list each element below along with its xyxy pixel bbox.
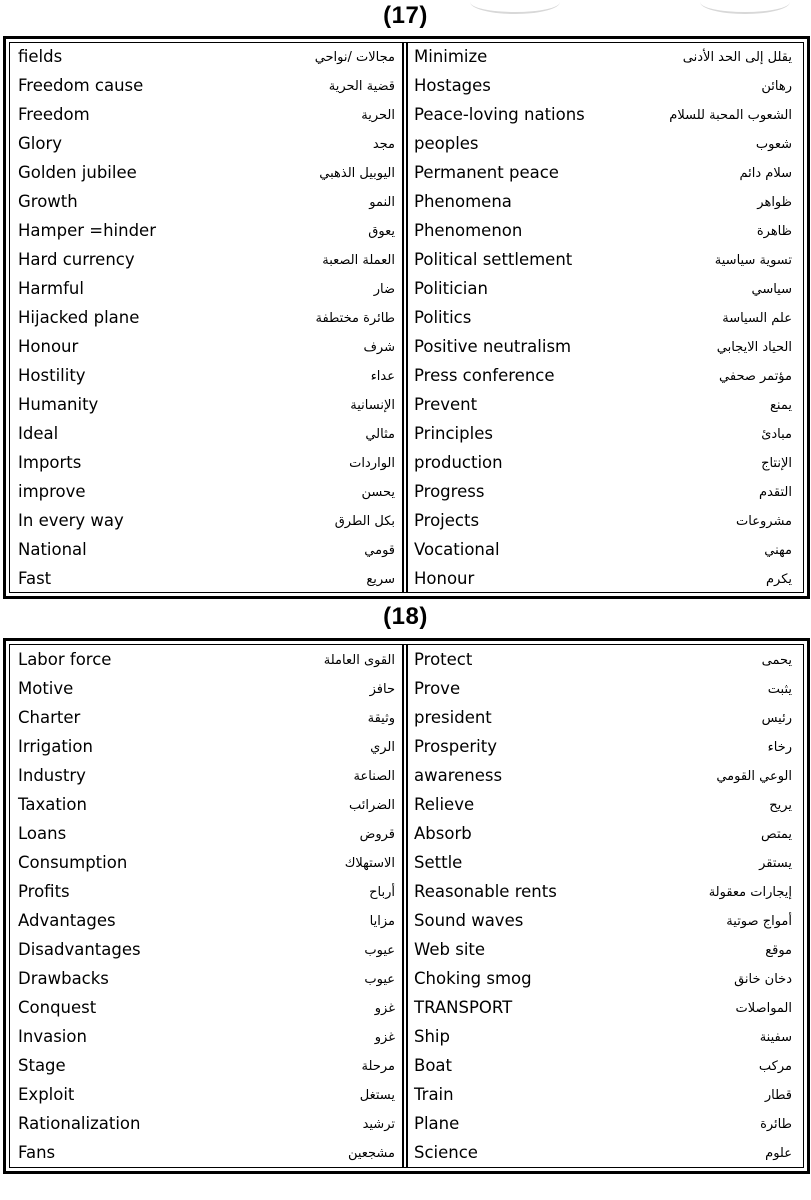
english-term: awareness — [414, 766, 503, 785]
vocab-row — [14, 705, 399, 734]
arabic-translation: اليوبيل الذهبي — [319, 166, 395, 181]
vocab-row — [14, 1053, 399, 1082]
english-term: Prove — [414, 679, 461, 698]
english-term: Permanent peace — [414, 163, 559, 182]
vocab-row — [410, 908, 796, 937]
arabic-translation: قضية الحرية — [328, 79, 395, 94]
english-term: In every way — [18, 511, 124, 530]
english-term: Honour — [414, 569, 475, 588]
column-divider — [402, 42, 408, 593]
english-term: Plane — [414, 1114, 460, 1133]
english-term: Press conference — [414, 366, 555, 385]
vocab-row — [14, 218, 399, 247]
arabic-translation: طائرة مختطفة — [315, 311, 395, 326]
english-term: Peace-loving nations — [414, 105, 585, 124]
section-17-right-column — [410, 44, 796, 595]
section-18-table — [3, 638, 810, 1174]
arabic-translation: وثيقة — [367, 711, 395, 726]
english-term: president — [414, 708, 492, 727]
vocab-row — [410, 937, 796, 966]
english-term: Industry — [18, 766, 86, 785]
column-divider — [402, 644, 408, 1168]
vocab-row — [14, 937, 399, 966]
arabic-translation: عيوب — [364, 972, 395, 987]
english-term: Hostility — [18, 366, 86, 385]
english-term: Motive — [18, 679, 74, 698]
vocab-row — [14, 792, 399, 821]
english-term: Relieve — [414, 795, 475, 814]
vocab-row — [14, 102, 399, 131]
vocab-row — [410, 479, 796, 508]
vocab-row — [14, 966, 399, 995]
vocab-row — [14, 1111, 399, 1140]
arabic-translation: النمو — [369, 195, 395, 210]
english-term: Minimize — [414, 47, 488, 66]
arabic-translation: موقع — [765, 943, 792, 958]
english-term: Sound waves — [414, 911, 524, 930]
english-term: Settle — [414, 853, 463, 872]
english-term: Honour — [18, 337, 79, 356]
english-term: Progress — [414, 482, 485, 501]
vocab-row — [410, 763, 796, 792]
english-term: fields — [18, 47, 63, 66]
arabic-translation: مشروعات — [736, 514, 792, 529]
english-term: Politician — [414, 279, 488, 298]
arabic-translation: حافز — [369, 682, 395, 697]
english-term: Drawbacks — [18, 969, 109, 988]
english-term: Phenomenon — [414, 221, 523, 240]
english-term: Prosperity — [414, 737, 497, 756]
arabic-translation: مجالات /نواحي — [314, 50, 395, 65]
vocab-row — [14, 131, 399, 160]
english-term: Hamper =hinder — [18, 221, 156, 240]
arabic-translation: علم السياسة — [722, 311, 792, 326]
arabic-translation: ضار — [373, 282, 395, 297]
vocab-row — [410, 421, 796, 450]
english-term: Hostages — [414, 76, 491, 95]
vocab-row — [14, 1082, 399, 1111]
vocab-row — [14, 247, 399, 276]
english-term: Ideal — [18, 424, 59, 443]
arabic-translation: علوم — [765, 1146, 792, 1161]
vocab-row — [14, 392, 399, 421]
vocab-row — [410, 1053, 796, 1082]
vocab-row — [14, 763, 399, 792]
section-18-heading: (18) — [383, 603, 428, 630]
english-term: Advantages — [18, 911, 116, 930]
english-term: Politics — [414, 308, 472, 327]
section-17-left-column — [14, 44, 399, 595]
english-term: Growth — [18, 192, 78, 211]
section-17-heading: (17) — [383, 2, 428, 29]
vocab-row — [14, 821, 399, 850]
english-term: Boat — [414, 1056, 452, 1075]
arabic-translation: يعوق — [368, 224, 395, 239]
arabic-translation: رئيس — [761, 711, 792, 726]
english-term: Political settlement — [414, 250, 573, 269]
vocab-row — [14, 421, 399, 450]
arabic-translation: العملة الصعبة — [322, 253, 395, 268]
vocab-row — [14, 734, 399, 763]
vocab-row — [14, 676, 399, 705]
english-term: Fast — [18, 569, 52, 588]
arabic-translation: أمواج صوتية — [726, 914, 792, 929]
vocab-row — [410, 508, 796, 537]
vocab-row — [410, 305, 796, 334]
arabic-translation: دخان خانق — [734, 972, 792, 987]
english-term: Invasion — [18, 1027, 87, 1046]
arabic-translation: الإنتاج — [761, 456, 792, 471]
vocab-row — [410, 44, 796, 73]
arabic-translation: الواردات — [349, 456, 395, 471]
arabic-translation: سلام دائم — [739, 166, 792, 181]
arabic-translation: يمنع — [770, 398, 792, 413]
arabic-translation: الإنسانية — [350, 398, 395, 413]
vocab-row — [410, 218, 796, 247]
english-term: Charter — [18, 708, 81, 727]
vocab-row — [14, 850, 399, 879]
english-term: Projects — [414, 511, 480, 530]
arabic-translation: الشعوب المحبة للسلام — [669, 108, 792, 123]
vocab-row — [14, 189, 399, 218]
vocab-row — [410, 734, 796, 763]
vocab-row — [14, 479, 399, 508]
arabic-translation: يحمى — [761, 653, 792, 668]
arabic-translation: غزو — [374, 1001, 395, 1016]
arabic-translation: إيجارات معقولة — [708, 885, 792, 900]
english-term: National — [18, 540, 87, 559]
arabic-translation: يمتص — [761, 827, 792, 842]
vocab-row — [14, 537, 399, 566]
arabic-translation: تسوية سياسية — [714, 253, 792, 268]
vocab-row — [410, 131, 796, 160]
vocab-row — [410, 705, 796, 734]
arabic-translation: التقدم — [759, 485, 792, 500]
vocab-row — [14, 995, 399, 1024]
arabic-translation: شعوب — [755, 137, 792, 152]
english-term: Prevent — [414, 395, 478, 414]
arabic-translation: مبادئ — [761, 427, 792, 442]
arabic-translation: مزايا — [369, 914, 395, 929]
english-term: improve — [18, 482, 86, 501]
english-term: Web site — [414, 940, 486, 959]
arabic-translation: شرف — [363, 340, 395, 355]
vocab-row — [410, 189, 796, 218]
arabic-translation: مجد — [372, 137, 395, 152]
arabic-translation: بكل الطرق — [334, 514, 395, 529]
english-term: Fans — [18, 1143, 56, 1162]
arabic-translation: الحرية — [361, 108, 395, 123]
arabic-translation: يقلل إلى الحد الأدنى — [682, 50, 792, 65]
arabic-translation: الضرائب — [348, 798, 395, 813]
english-term: Train — [414, 1085, 454, 1104]
vocab-row — [14, 44, 399, 73]
vocab-row — [410, 160, 796, 189]
arabic-translation: سريع — [366, 572, 395, 587]
vocab-row — [410, 966, 796, 995]
vocab-row — [14, 908, 399, 937]
english-term: Loans — [18, 824, 67, 843]
arabic-translation: رهائن — [761, 79, 792, 94]
vocab-row — [14, 566, 399, 595]
english-term: Rationalization — [18, 1114, 141, 1133]
vocab-row — [14, 334, 399, 363]
vocab-row — [410, 363, 796, 392]
arabic-translation: عيوب — [364, 943, 395, 958]
english-term: Golden jubilee — [18, 163, 137, 182]
arabic-translation: القوى العاملة — [323, 653, 395, 668]
english-term: Disadvantages — [18, 940, 141, 959]
english-term: Imports — [18, 453, 82, 472]
vocab-row — [14, 879, 399, 908]
vocab-row — [14, 305, 399, 334]
vocab-row — [410, 73, 796, 102]
english-term: Freedom cause — [18, 76, 144, 95]
arabic-translation: قروض — [359, 827, 395, 842]
arabic-translation: الري — [370, 740, 395, 755]
english-term: Glory — [18, 134, 63, 153]
vocab-row — [410, 276, 796, 305]
section-18-left-column — [14, 647, 399, 1169]
arabic-translation: يكرم — [765, 572, 792, 587]
arabic-translation: مشجعين — [347, 1146, 395, 1161]
english-term: peoples — [414, 134, 479, 153]
english-term: Harmful — [18, 279, 84, 298]
english-term: Conquest — [18, 998, 97, 1017]
english-term: Hijacked plane — [18, 308, 140, 327]
arabic-translation: طائرة — [760, 1117, 792, 1132]
arabic-translation: سياسي — [751, 282, 792, 297]
vocab-row — [14, 508, 399, 537]
arabic-translation: مؤتمر صحفي — [719, 369, 792, 384]
vocab-row — [410, 1140, 796, 1169]
arabic-translation: الحياد الايجابي — [716, 340, 792, 355]
arabic-translation: الوعي القومي — [716, 769, 792, 784]
vocab-row — [14, 1140, 399, 1169]
english-term: Consumption — [18, 853, 128, 872]
arabic-translation: أرباح — [369, 885, 395, 900]
english-term: Science — [414, 1143, 478, 1162]
english-term: Irrigation — [18, 737, 93, 756]
english-term: Vocational — [414, 540, 500, 559]
english-term: Profits — [18, 882, 70, 901]
vocab-row — [14, 363, 399, 392]
vocab-row — [410, 102, 796, 131]
vocab-row — [14, 647, 399, 676]
english-term: Positive neutralism — [414, 337, 572, 356]
vocab-row — [410, 450, 796, 479]
vocab-row — [410, 850, 796, 879]
vocab-row — [410, 995, 796, 1024]
english-term: production — [414, 453, 503, 472]
vocab-row — [14, 73, 399, 102]
arabic-translation: يحسن — [361, 485, 395, 500]
vocab-row — [410, 879, 796, 908]
arabic-translation: يستقر — [759, 856, 792, 871]
arabic-translation: المواصلات — [735, 1001, 792, 1016]
vocab-row — [410, 792, 796, 821]
arabic-translation: رخاء — [767, 740, 792, 755]
arabic-translation: مثالي — [365, 427, 395, 442]
english-term: Ship — [414, 1027, 450, 1046]
arabic-translation: غزو — [374, 1030, 395, 1045]
english-term: Absorb — [414, 824, 472, 843]
arabic-translation: الاستهلاك — [344, 856, 395, 871]
arabic-translation: مهني — [764, 543, 792, 558]
vocab-row — [14, 450, 399, 479]
english-term: Taxation — [18, 795, 87, 814]
english-term: TRANSPORT — [414, 998, 513, 1017]
arabic-translation: ترشيد — [362, 1117, 395, 1132]
english-term: Reasonable rents — [414, 882, 557, 901]
arabic-translation: الصناعة — [353, 769, 395, 784]
english-term: Choking smog — [414, 969, 532, 988]
english-term: Labor force — [18, 650, 112, 669]
vocab-row — [410, 392, 796, 421]
arabic-translation: مرحلة — [361, 1059, 395, 1074]
vocab-row — [14, 1024, 399, 1053]
english-term: Freedom — [18, 105, 90, 124]
section-18-right-column — [410, 647, 796, 1169]
english-term: Protect — [414, 650, 473, 669]
vocab-row — [14, 276, 399, 305]
arabic-translation: قومي — [364, 543, 395, 558]
vocab-row — [410, 537, 796, 566]
vocab-row — [410, 1082, 796, 1111]
vocab-row — [410, 647, 796, 676]
vocab-row — [410, 566, 796, 595]
arabic-translation: يستغل — [359, 1088, 395, 1103]
vocab-row — [14, 160, 399, 189]
arabic-translation: عداء — [370, 369, 395, 384]
section-17-table — [3, 36, 810, 599]
vocab-row — [410, 247, 796, 276]
english-term: Principles — [414, 424, 493, 443]
english-term: Humanity — [18, 395, 99, 414]
arabic-translation: قطار — [764, 1088, 792, 1103]
arabic-translation: ظاهرة — [756, 224, 792, 239]
english-term: Phenomena — [414, 192, 512, 211]
vocab-row — [410, 1111, 796, 1140]
arabic-translation: ظواهر — [757, 195, 792, 210]
english-term: Exploit — [18, 1085, 75, 1104]
vocab-row — [410, 334, 796, 363]
vocab-row — [410, 1024, 796, 1053]
arabic-translation: يثبت — [767, 682, 792, 697]
arabic-translation: مركب — [758, 1059, 792, 1074]
english-term: Stage — [18, 1056, 66, 1075]
vocab-row — [410, 821, 796, 850]
english-term: Hard currency — [18, 250, 135, 269]
arabic-translation: يريح — [769, 798, 792, 813]
arabic-translation: سفينة — [759, 1030, 792, 1045]
vocab-row — [410, 676, 796, 705]
